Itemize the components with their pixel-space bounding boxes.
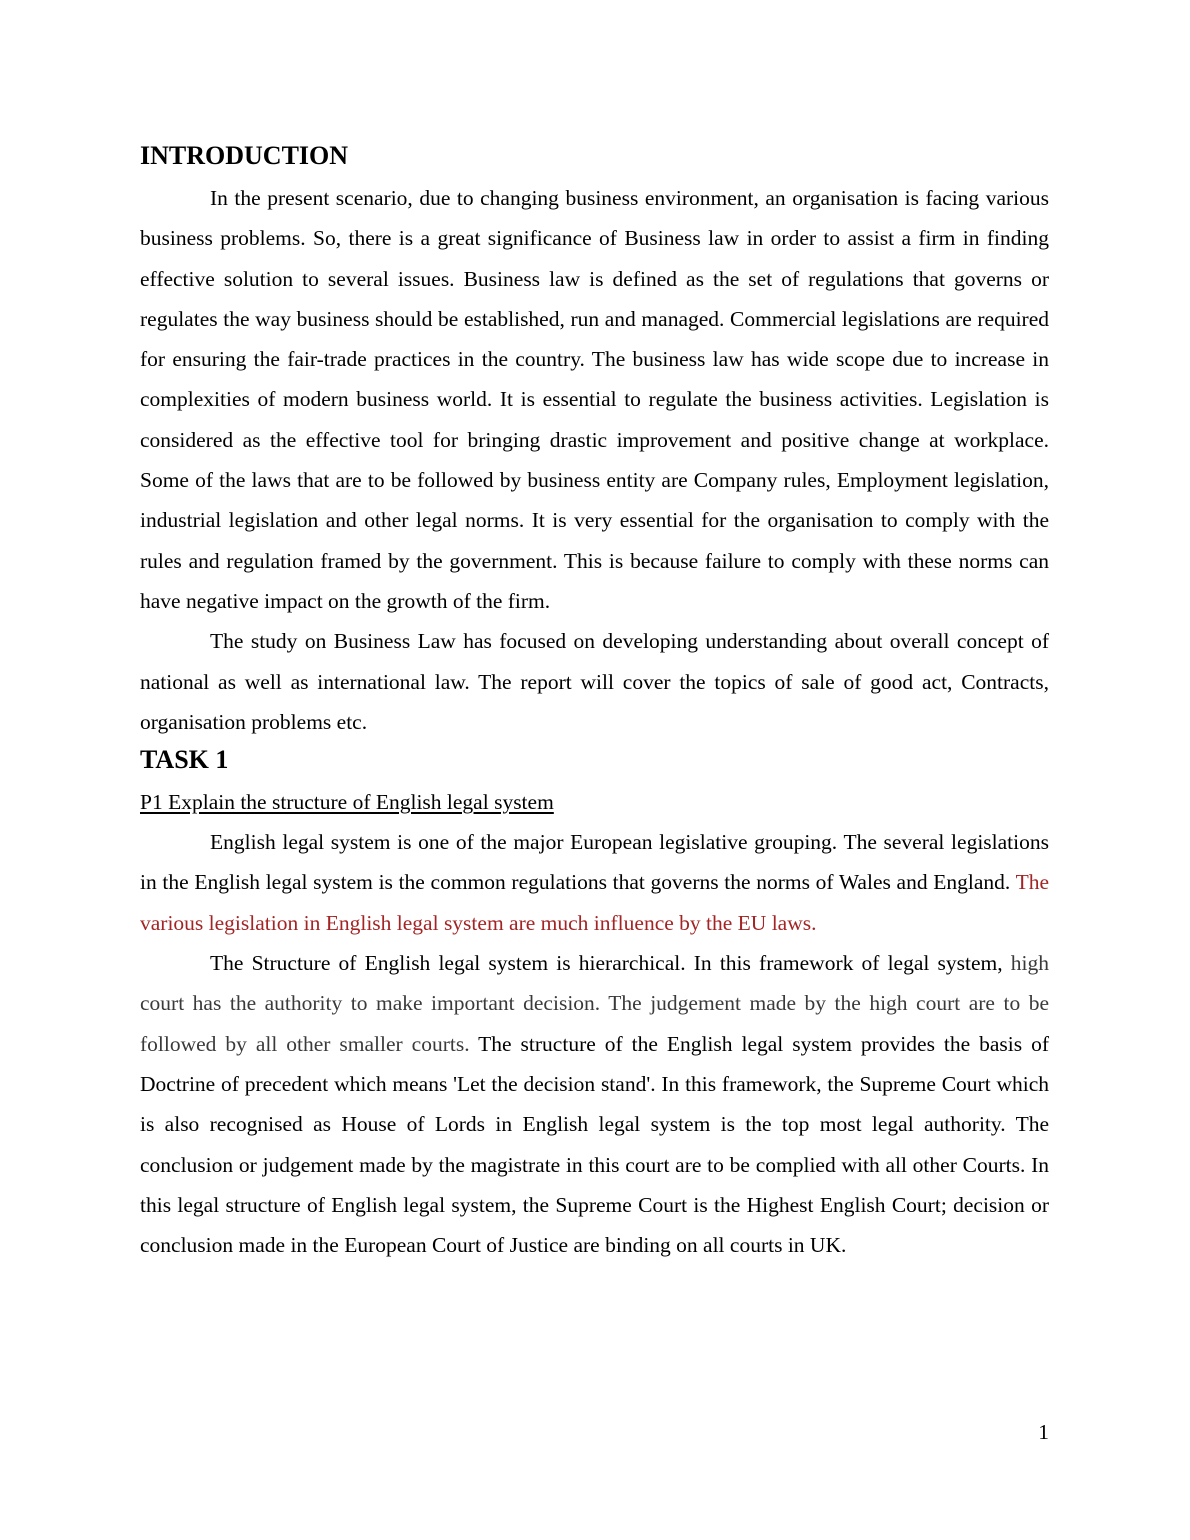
task1-paragraph-1 (140, 822, 1049, 943)
task1-paragraph-1-highlight: The various legislation in English legal system are much influence by the EU laws. (140, 870, 1049, 935)
task-1-heading: TASK 1 (140, 745, 229, 775)
task1-paragraph-2-rest: The structure of the English legal system provides the basis of Doctrine of precedent which means 'Let the decision stand'. In this framework, the Supreme Court which is also recognised as House of Lords in English legal system is the top most legal authority. The conclusion or judgement made by the magistrate in this court are to be complied with all other Courts. In this legal structure of English legal system, the Supreme Court is the Highest English Court; decision or conclusion made in the European Court of Justice are binding on all courts in UK. (140, 1031, 1049, 1258)
document-page (140, 138, 1049, 1265)
task1-paragraph-1-text: English legal system is one of the major European legislative grouping. The several legislations in the English legal system is the common regulations that governs the norms of Wales and England. (140, 830, 1049, 895)
intro-paragraph-2: The study on Business Law has focused on developing understanding about overall concept of national as well as international law. The report will cover the topics of sale of good act, Contracts, organisation problems etc. (140, 629, 1049, 734)
task1-paragraph-2 (140, 943, 1049, 1265)
intro-paragraph-1: In the present scenario, due to changing business environment, an organisation is facing various business problems. So, there is a great significance of Business law in order to assist a firm in finding effective solution to several issues. Business law is defined as the set of regulations that governs or regulates the way business should be established, run and managed. Commercial legislations are required for ensuring the fair-trade practices in the country. The business law has wide scope due to increase in complexities of modern business world. It is essential to regulate the business activities. Legislation is considered as the effective tool for bringing drastic improvement and positive change at workplace. Some of the laws that are to be followed by business entity are Company rules, Employment legislation, industrial legislation and other legal norms. It is very essential for the organisation to comply with the rules and regulation framed by the government. This is because failure to comply with these norms can have negative impact on the growth of the firm. (140, 186, 1049, 613)
task1-paragraph-2-grey: high court has the authority to make important decision. The judgement made by the high court are to be followed by all other smaller courts. (140, 951, 1049, 1056)
task1-paragraph-2-start: The Structure of English legal system is hierarchical. In this framework of legal system, (210, 951, 1011, 976)
p1-subheading: P1 Explain the structure of English legal system (140, 790, 554, 815)
page-number: 1 (1038, 1420, 1049, 1444)
introduction-heading: INTRODUCTION (140, 141, 349, 170)
